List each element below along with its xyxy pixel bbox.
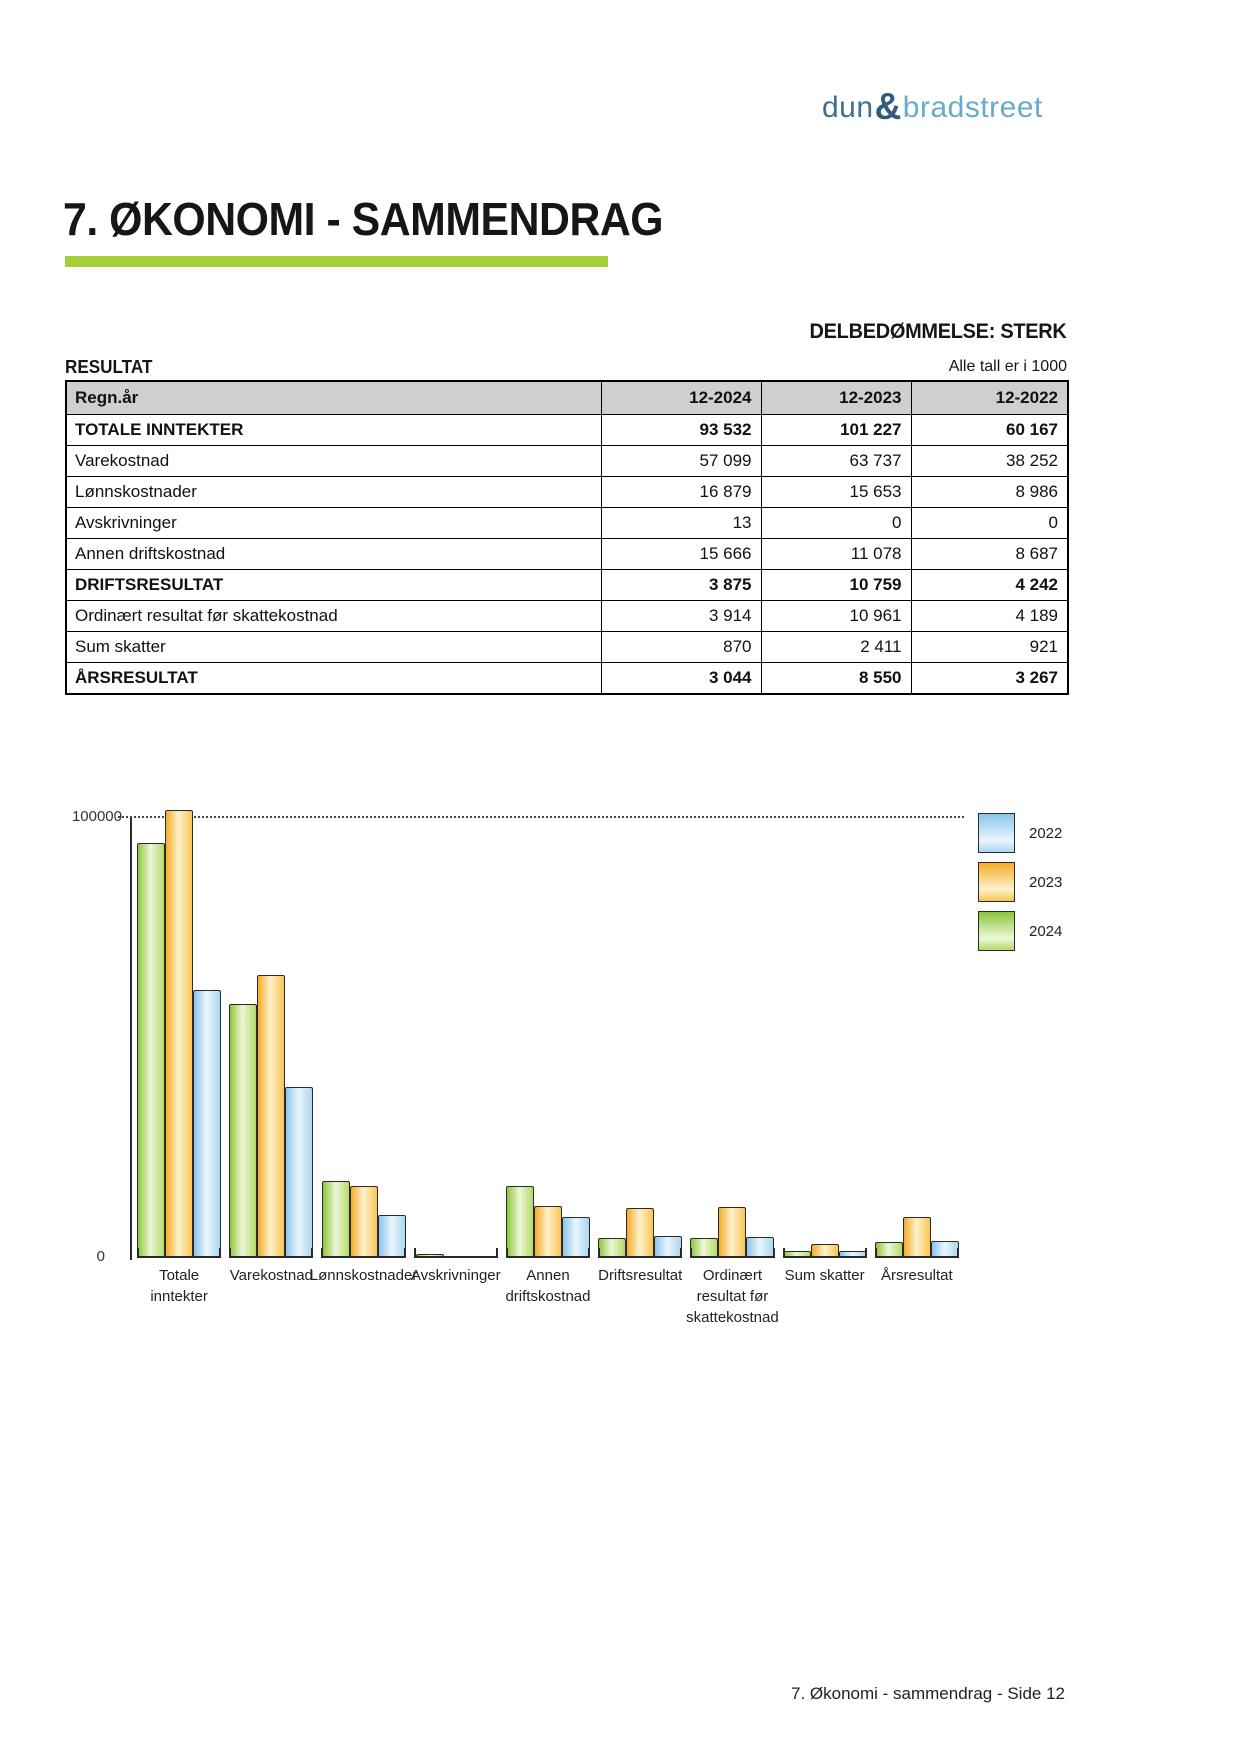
category-label: Totale inntekter bbox=[150, 1267, 208, 1305]
baseline-tick bbox=[219, 1248, 221, 1256]
bar-2024 bbox=[598, 1238, 626, 1256]
row-value: 921 bbox=[911, 632, 1068, 663]
row-label: DRIFTSRESULTAT bbox=[66, 570, 601, 601]
row-value: 3 044 bbox=[601, 663, 761, 695]
legend-item bbox=[978, 911, 1062, 951]
legend-swatch-icon bbox=[978, 862, 1015, 902]
row-label: Varekostnad bbox=[66, 446, 601, 477]
row-label: Ordinært resultat før skattekostnad bbox=[66, 601, 601, 632]
chart-group bbox=[137, 818, 221, 1305]
bar-2023 bbox=[626, 1208, 654, 1256]
legend-swatch-icon bbox=[978, 813, 1015, 853]
bar-2023 bbox=[718, 1207, 746, 1256]
brand-logo bbox=[822, 84, 1043, 126]
row-value: 8 550 bbox=[761, 663, 911, 695]
row-value: 3 875 bbox=[601, 570, 761, 601]
bar-2024 bbox=[229, 1004, 257, 1256]
baseline-tick bbox=[229, 1248, 231, 1256]
table-header-cell: Regn.år bbox=[66, 381, 601, 415]
baseline-tick bbox=[588, 1248, 590, 1256]
bar-2023 bbox=[350, 1186, 378, 1256]
baseline-tick bbox=[311, 1248, 313, 1256]
financial-table bbox=[65, 380, 1069, 695]
bar-2024 bbox=[506, 1186, 534, 1256]
row-value: 8 687 bbox=[911, 539, 1068, 570]
row-value: 3 267 bbox=[911, 663, 1068, 695]
bar-2023 bbox=[257, 975, 285, 1256]
chart-legend bbox=[978, 813, 1062, 960]
legend-item bbox=[978, 813, 1062, 853]
page-footer: 7. Økonomi - sammendrag - Side 12 bbox=[790, 1684, 1065, 1703]
row-label: Sum skatter bbox=[66, 632, 601, 663]
row-value: 60 167 bbox=[911, 415, 1068, 446]
table-row bbox=[66, 570, 1068, 601]
table-row bbox=[66, 632, 1068, 663]
row-value: 10 759 bbox=[761, 570, 911, 601]
chart-plot-area bbox=[133, 818, 963, 1326]
baseline-tick bbox=[321, 1248, 323, 1256]
page-title: 7. ØKONOMI - SAMMENDRAG bbox=[63, 193, 664, 245]
bar-2022 bbox=[839, 1251, 867, 1256]
row-value: 10 961 bbox=[761, 601, 911, 632]
row-value: 0 bbox=[911, 508, 1068, 539]
row-value: 57 099 bbox=[601, 446, 761, 477]
bar-2022 bbox=[931, 1241, 959, 1256]
table-header-cell: 12-2024 bbox=[601, 381, 761, 415]
baseline-tick bbox=[506, 1248, 508, 1256]
y-axis-max-label: 100000 bbox=[71, 808, 122, 825]
bar-2023 bbox=[811, 1244, 839, 1256]
row-value: 15 666 bbox=[601, 539, 761, 570]
row-value: 3 914 bbox=[601, 601, 761, 632]
baseline-tick bbox=[690, 1248, 692, 1256]
chart-group bbox=[229, 818, 313, 1284]
row-value: 4 242 bbox=[911, 570, 1068, 601]
bar-2023 bbox=[165, 810, 193, 1256]
category-label: Avskrivninger bbox=[410, 1267, 501, 1284]
legend-item-label: 2023 bbox=[1029, 873, 1063, 891]
y-axis-line bbox=[130, 818, 132, 1260]
row-value: 4 189 bbox=[911, 601, 1068, 632]
row-label: Avskrivninger bbox=[66, 508, 601, 539]
bar-2024 bbox=[137, 843, 165, 1256]
baseline-tick bbox=[783, 1248, 785, 1256]
row-value: 16 879 bbox=[601, 477, 761, 508]
row-label: TOTALE INNTEKTER bbox=[66, 415, 601, 446]
baseline-tick bbox=[773, 1248, 775, 1256]
bar-2023 bbox=[903, 1217, 931, 1256]
bar-2022 bbox=[285, 1087, 313, 1256]
bar-2024 bbox=[875, 1242, 903, 1256]
chart-group bbox=[309, 818, 418, 1284]
legend-item-label: 2024 bbox=[1029, 922, 1063, 940]
row-value: 8 986 bbox=[911, 477, 1068, 508]
chart-group bbox=[875, 818, 959, 1284]
baseline-tick bbox=[598, 1248, 600, 1256]
category-label: Sum skatter bbox=[784, 1267, 865, 1284]
category-label: Årsresultat bbox=[881, 1267, 953, 1284]
bar-2022 bbox=[562, 1217, 590, 1256]
bar-2024 bbox=[783, 1251, 811, 1256]
table-row bbox=[66, 477, 1068, 508]
baseline-tick bbox=[957, 1248, 959, 1256]
baseline-tick bbox=[875, 1248, 877, 1256]
bar-2024 bbox=[322, 1181, 350, 1256]
row-label: Lønnskostnader bbox=[66, 477, 601, 508]
table-row bbox=[66, 539, 1068, 570]
table-header-cell: 12-2023 bbox=[761, 381, 911, 415]
table-row bbox=[66, 446, 1068, 477]
baseline-tick bbox=[865, 1248, 867, 1256]
category-label: Annen driftskostnad bbox=[505, 1267, 591, 1305]
table-row bbox=[66, 415, 1068, 446]
row-value: 0 bbox=[761, 508, 911, 539]
legend-item-label: 2022 bbox=[1029, 824, 1063, 842]
bar-2022 bbox=[193, 990, 221, 1256]
row-value: 13 bbox=[601, 508, 761, 539]
baseline-tick bbox=[496, 1248, 498, 1256]
table-row bbox=[66, 508, 1068, 539]
bar-2024 bbox=[690, 1238, 718, 1256]
baseline-tick bbox=[137, 1248, 139, 1256]
legend-swatch-icon bbox=[978, 911, 1015, 951]
category-label: Driftsresultat bbox=[598, 1267, 683, 1284]
title-underline bbox=[65, 256, 608, 267]
row-value: 93 532 bbox=[601, 415, 761, 446]
bar-2022 bbox=[746, 1237, 774, 1256]
chart-group bbox=[410, 818, 501, 1284]
y-axis-zero-label: 0 bbox=[96, 1248, 105, 1265]
table-header-row bbox=[66, 381, 1068, 415]
legend-item bbox=[978, 862, 1062, 902]
table-header-cell: 12-2022 bbox=[911, 381, 1068, 415]
baseline-tick bbox=[680, 1248, 682, 1256]
chart-group bbox=[505, 818, 591, 1305]
row-label: ÅRSRESULTAT bbox=[66, 663, 601, 695]
ampersand-icon: & bbox=[874, 86, 902, 127]
chart-group bbox=[783, 818, 867, 1284]
chart-group bbox=[598, 818, 683, 1284]
row-value: 870 bbox=[601, 632, 761, 663]
row-value: 63 737 bbox=[761, 446, 911, 477]
row-value: 38 252 bbox=[911, 446, 1068, 477]
bar-2022 bbox=[378, 1215, 406, 1256]
section-label: RESULTAT bbox=[65, 357, 153, 377]
logo-bradstreet-text: bradstreet bbox=[902, 91, 1043, 124]
logo-dun-text: dun bbox=[822, 91, 874, 124]
chart-group bbox=[686, 818, 779, 1326]
row-label: Annen driftskostnad bbox=[66, 539, 601, 570]
bar-2023 bbox=[534, 1206, 562, 1256]
row-value: 2 411 bbox=[761, 632, 911, 663]
table-row bbox=[66, 601, 1068, 632]
bar-2022 bbox=[654, 1236, 682, 1256]
baseline-tick bbox=[414, 1248, 416, 1256]
row-value: 101 227 bbox=[761, 415, 911, 446]
row-value: 11 078 bbox=[761, 539, 911, 570]
row-value: 15 653 bbox=[761, 477, 911, 508]
table-row bbox=[66, 663, 1068, 695]
units-note: Alle tall er i 1000 bbox=[948, 358, 1067, 375]
category-label: Ordinært resultat før skattekostnad bbox=[686, 1267, 779, 1326]
assessment-heading: DELBEDØMMELSE: STERK bbox=[810, 320, 1067, 343]
bar-2024 bbox=[416, 1254, 444, 1256]
category-label: Varekostnad bbox=[229, 1267, 313, 1284]
category-label: Lønnskostnader bbox=[309, 1267, 418, 1284]
baseline-tick bbox=[404, 1248, 406, 1256]
